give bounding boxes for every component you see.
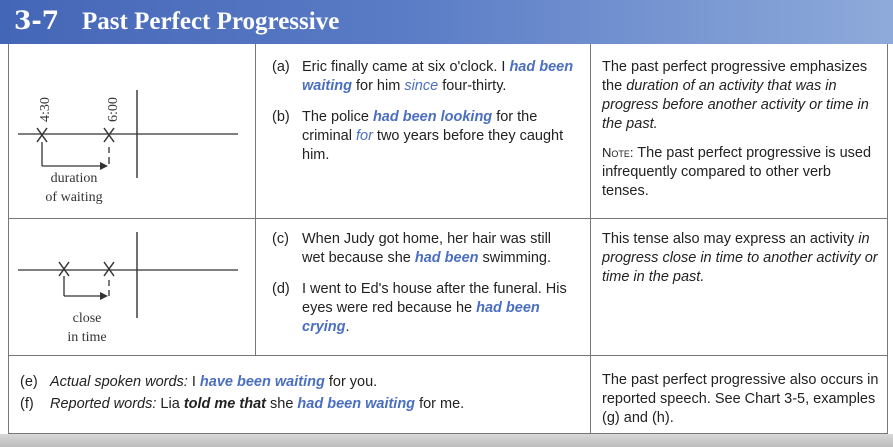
caption-of-waiting: of waiting [45,190,103,205]
verb-highlight: had been [414,250,479,266]
example-text: I went to Ed's house after the funeral. His eyes were red because he had been crying. [302,281,567,335]
example-label: (f) [20,396,34,412]
verb-highlight: had been waiting [297,396,416,412]
timeline-diagram-duration [12,46,252,216]
example-label: (a) [272,59,290,75]
caption-duration: duration [50,171,98,186]
caption-in-time: in time [67,330,107,345]
note-label: Note: [602,145,634,160]
time-label-430: 4:30 [38,97,53,122]
reporting-phrase: told me that [183,396,266,412]
example-label: (d) [272,281,290,297]
chart-header [0,0,893,44]
chart-number: 3-7 [14,6,60,35]
chart-title: Past Perfect Progressive [82,8,340,35]
example-label: (c) [272,231,289,247]
verb-highlight: had been waiting [302,59,574,94]
x-mark-second [104,262,114,276]
example-text: The police had been looking for the criminal for two years before they caught him. [302,109,564,163]
time-label-600: 6:00 [106,97,121,122]
time-word-highlight: since [404,78,439,94]
example-label: (b) [272,109,290,125]
explanation-row2: This tense also may express an activity in progress close in time to another activity or time in the past. [602,231,878,285]
timeline-diagram-close [12,220,252,354]
x-mark-first [59,262,69,276]
caption-close: close [72,311,102,326]
verb-highlight: had been looking [372,109,493,125]
explanation-note: Note: The past perfect progressive is used infrequently compared to other verb tenses. [602,145,872,199]
explanation-row1 [602,58,880,201]
explanation-row3: The past perfect progressive also occurs in reported speech. See Chart 3-5, examples (g) and (h). [602,372,879,426]
row-divider-1 [8,218,888,219]
verb-highlight: have been waiting [199,374,325,390]
column-divider-right [590,44,591,434]
x-mark-430 [37,128,47,142]
bottom-bar [0,434,893,447]
time-word-highlight: for [355,128,373,144]
explanation-main: The past perfect progressive emphasizes the duration of an activity that was in progress before another activity or time in the past. [602,59,869,132]
example-text: Reported words: Lia told me that she had been waiting for me. [50,396,465,412]
example-text: When Judy got home, her hair was still wet because she had been swimming. [302,231,552,266]
row-divider-2 [8,355,888,356]
x-mark-600 [104,128,114,142]
verb-highlight: had been crying [302,300,540,335]
column-divider-left [255,44,256,355]
example-label: (e) [20,374,38,390]
example-text: Actual spoken words: I have been waiting for you. [50,374,378,390]
example-text: Eric finally came at six o'clock. I had been waiting for him since four-thirty. [302,59,574,94]
